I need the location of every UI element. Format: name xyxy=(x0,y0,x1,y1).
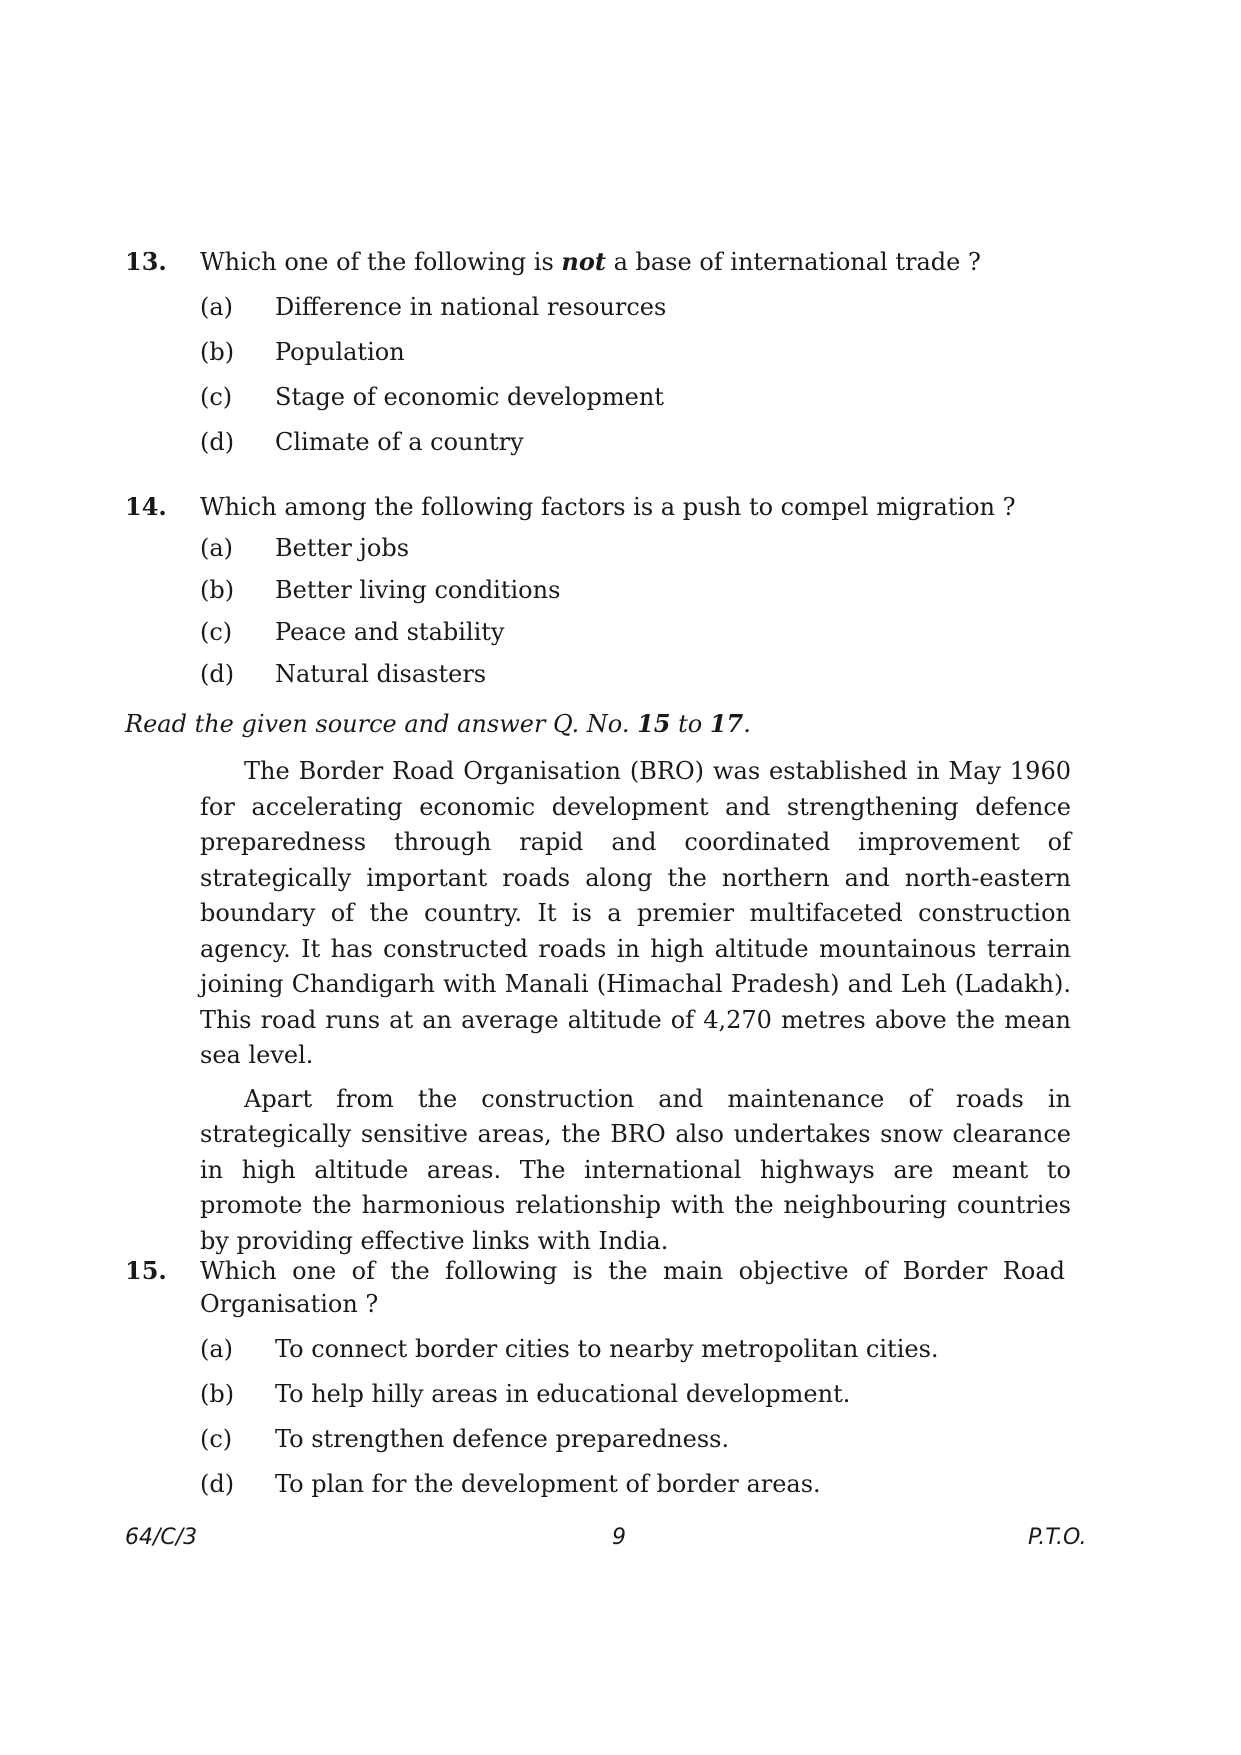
question-text: Which one of the following is not a base of international trade ? xyxy=(200,247,981,276)
option-d: (d) Climate of a country xyxy=(200,428,524,456)
passage-paragraph-1: The Border Road Organisation (BRO) was established in May 1960 for accelerating economic development and strengthening defence preparedness through rapid and coordinated improvement of strategically important roads along the northern and north-eastern boundary of the country. It is a premier multifaceted construction agency. It has constructed roads in high altitude mountainous terrain joining Chandigarh with Manali (Himachal Pradesh) and Leh (Ladakh). This road runs at an average altitude of 4,270 metres above the mean sea level. xyxy=(200,757,1071,1069)
option-a: (a) Better jobs xyxy=(200,534,410,562)
question-number: 15. xyxy=(125,1256,167,1285)
question-text: Which one of the following is the main objective of Border Road Organisation ? xyxy=(200,1257,1065,1318)
option-c: (c) Stage of economic development xyxy=(200,383,664,411)
option-d: (d) To plan for the development of border areas. xyxy=(200,1470,821,1498)
option-c: (c) To strengthen defence preparedness. xyxy=(200,1425,730,1453)
option-a: (a) To connect border cities to nearby metropolitan cities. xyxy=(200,1335,939,1363)
option-b: (b) Better living conditions xyxy=(200,576,561,604)
option-b: (b) Population xyxy=(200,338,405,366)
question-13 xyxy=(125,245,1065,459)
passage-paragraph-2: Apart from the construction and maintenance of roads in strategically sensitive areas, the BRO also undertakes snow clearance in high altitude areas. The international highways are meant to promote the harmonious relationship with the neighbouring countries by providing effective links with India. xyxy=(200,1084,1071,1255)
question-number: 14. xyxy=(125,492,167,521)
option-c: (c) Peace and stability xyxy=(200,618,505,646)
footer-pto: P.T.O. xyxy=(1028,1525,1087,1550)
footer-page-number: 9 xyxy=(612,1525,626,1550)
option-a: (a) Difference in national resources xyxy=(200,293,667,321)
question-number: 13. xyxy=(125,247,167,276)
emphasis-not: not xyxy=(561,247,606,276)
source-passage xyxy=(200,754,1071,1259)
question-text: Which among the following factors is a push to compel migration ? xyxy=(200,493,1016,521)
question-14 xyxy=(125,490,1065,691)
source-instruction: Read the given source and answer Q. No. 15 to 17. xyxy=(125,709,751,738)
footer-paper-code: 64/C/3 xyxy=(125,1525,198,1550)
option-b: (b) To help hilly areas in educational development. xyxy=(200,1380,851,1408)
option-d: (d) Natural disasters xyxy=(200,660,487,688)
question-15 xyxy=(125,1254,1065,1501)
